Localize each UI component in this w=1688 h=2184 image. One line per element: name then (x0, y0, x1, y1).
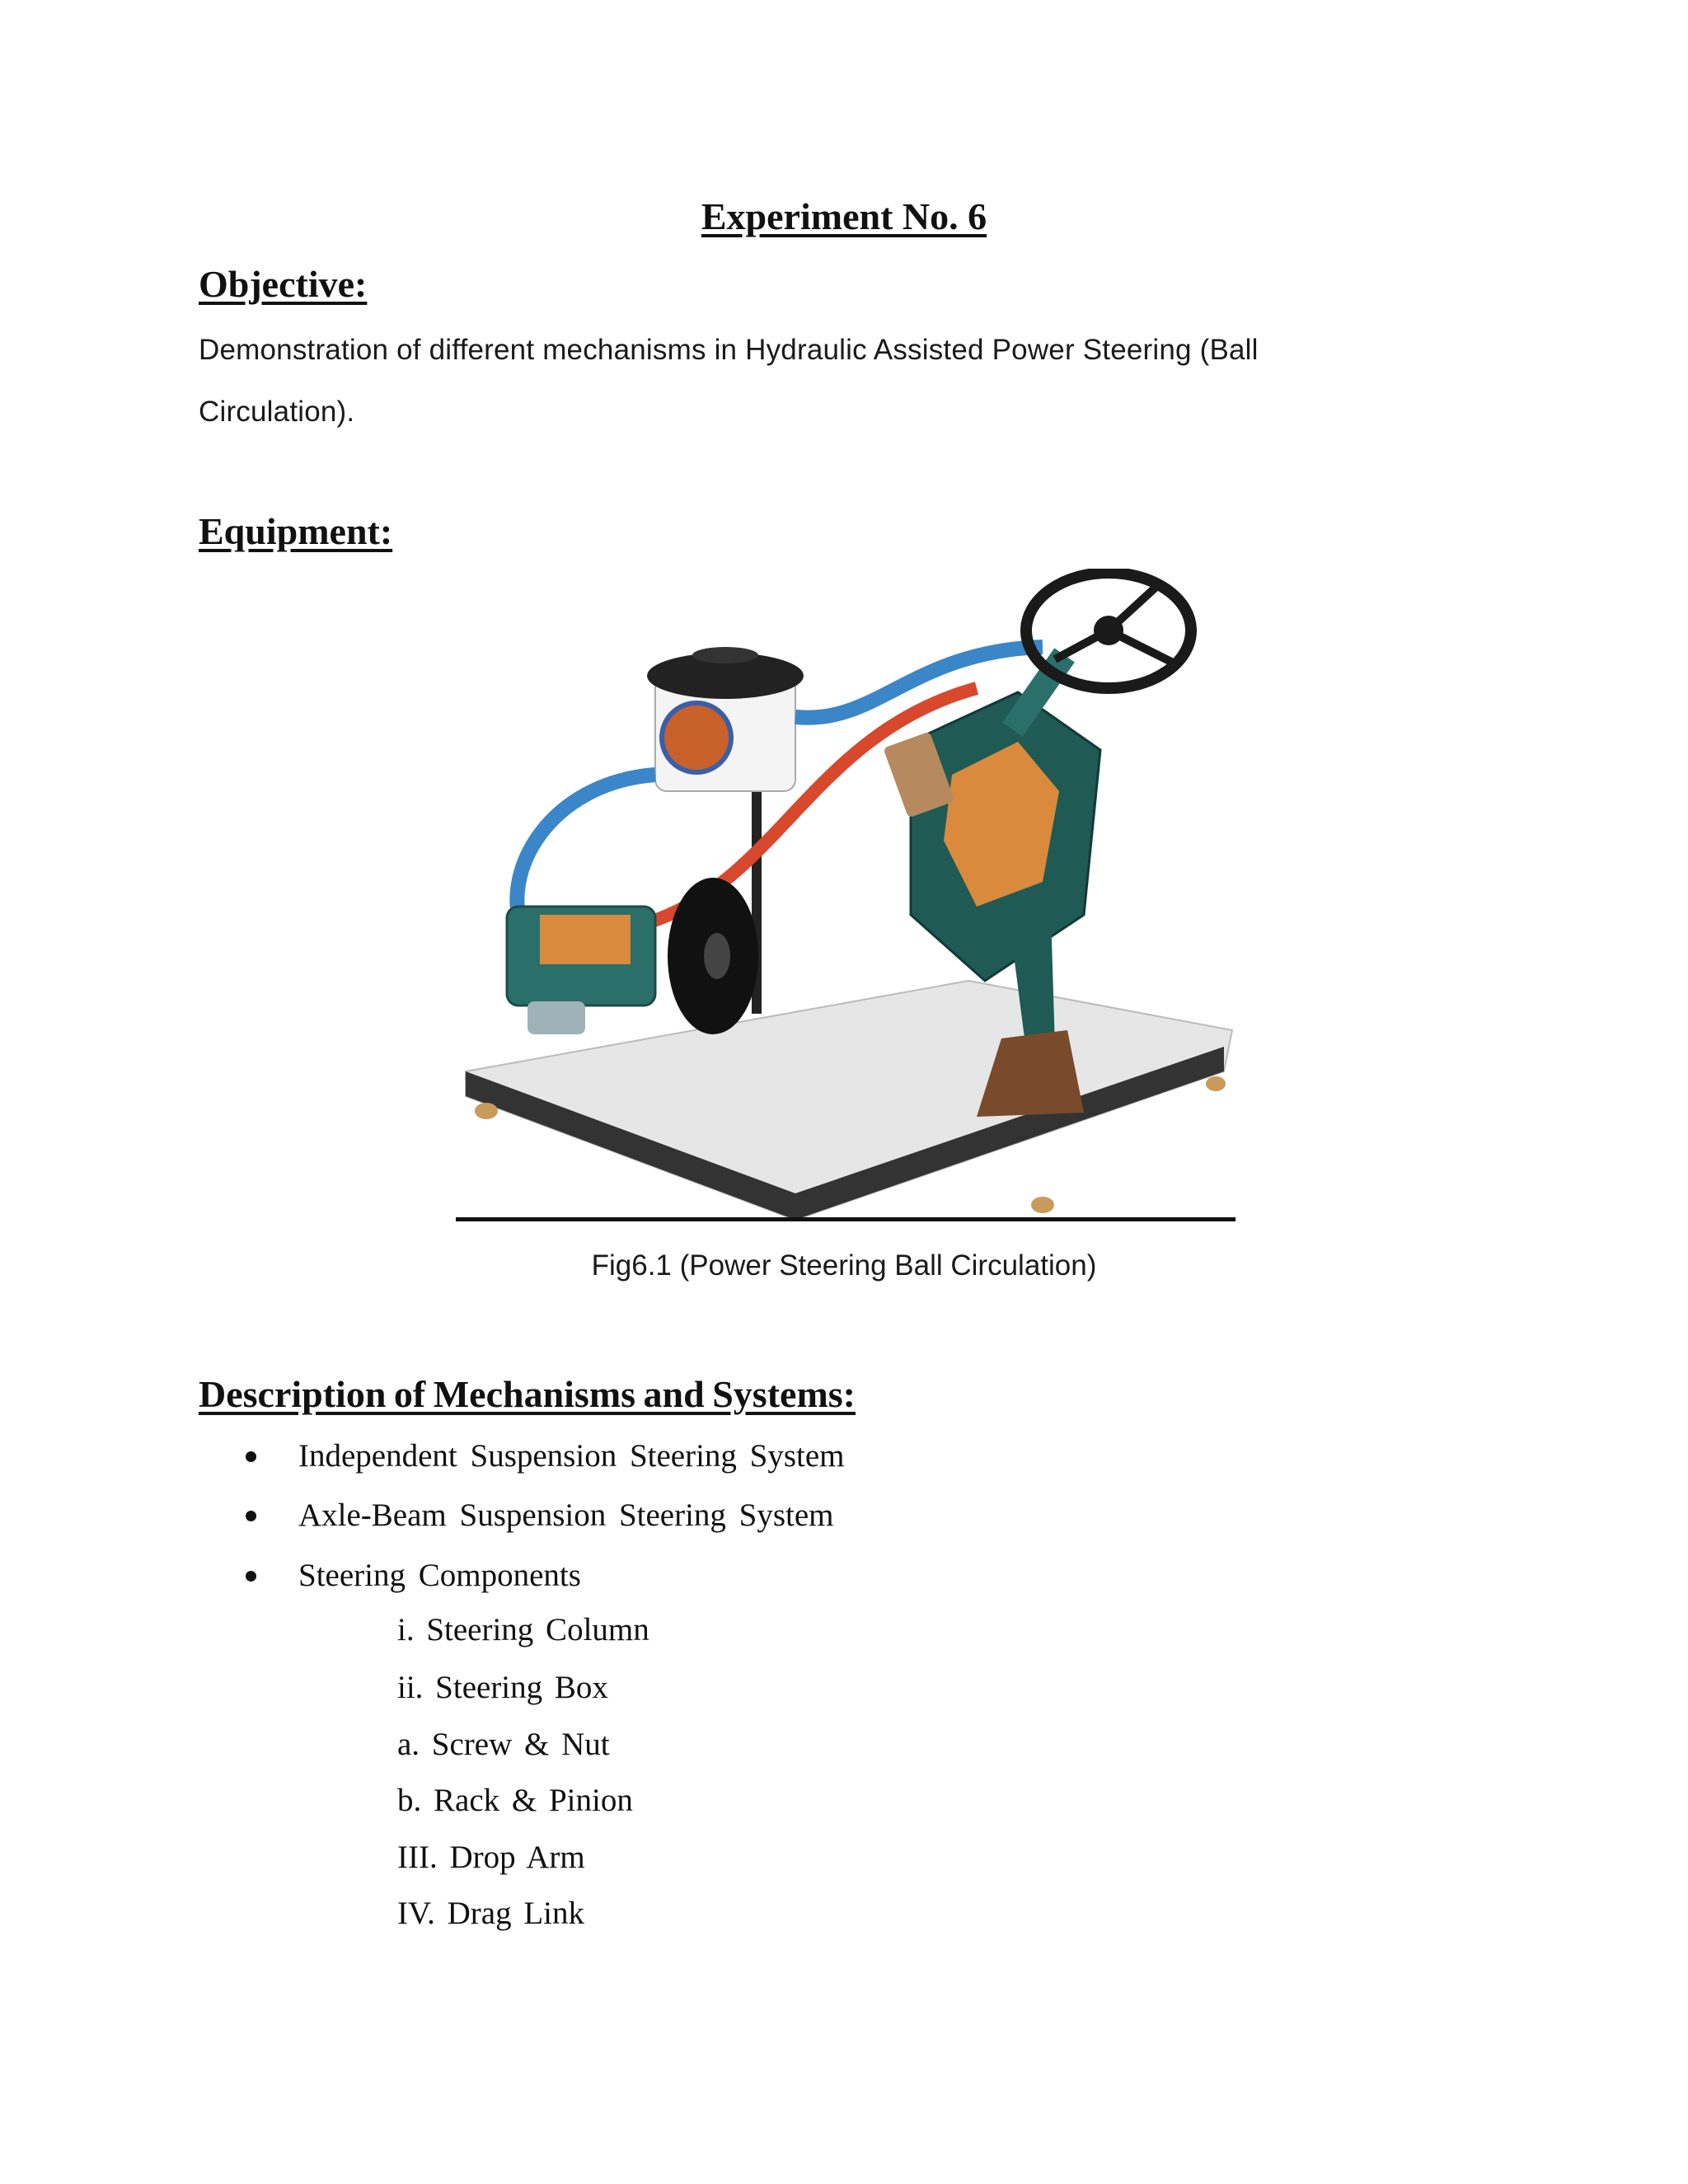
figure-rule (456, 1217, 1236, 1221)
page-title (0, 194, 1688, 238)
bullet-icon (246, 1511, 256, 1521)
list-item-text: Axle-Beam Suspension Steering System (298, 1497, 834, 1533)
foot-right (1206, 1076, 1226, 1091)
sub-item: a. Screw & Nut (397, 1727, 610, 1762)
foot-left (475, 1103, 498, 1119)
foot-front (1031, 1197, 1054, 1213)
equipment-heading: Equipment: (199, 510, 393, 552)
pump-cutaway (540, 915, 631, 964)
objective-heading: Objective: (199, 263, 368, 305)
sub-item: ii. Steering Box (397, 1670, 608, 1705)
sub-item: b. Rack & Pinion (397, 1783, 633, 1818)
list-item-text: Independent Suspension Steering System (298, 1438, 845, 1474)
wheel-hub (1094, 616, 1123, 645)
sub-item: i. Steering Column (397, 1612, 649, 1647)
pulley-hub (704, 933, 730, 979)
page-title-text: Experiment No. 6 (701, 195, 987, 237)
description-heading: Description of Mechanisms and Systems: (199, 1373, 856, 1415)
bullet-icon (246, 1451, 256, 1462)
pump-mount (528, 1001, 585, 1034)
reservoir-cap-top (692, 647, 758, 663)
objective-text-line-1: Demonstration of different mechanisms in Hydraulic Assisted Power Steering (Ball (199, 334, 1259, 366)
objective-text-line-2: Circulation). (199, 396, 355, 428)
figure-caption: Fig6.1 (Power Steering Ball Circulation) (591, 1249, 1097, 1282)
bullet-icon (246, 1571, 256, 1582)
list-item-text: Steering Components (298, 1558, 581, 1593)
sub-item: III. Drop Arm (397, 1840, 585, 1875)
sub-item: IV. Drag Link (397, 1896, 584, 1931)
reservoir-label (662, 703, 731, 772)
power-steering-rig-image (449, 569, 1240, 1228)
